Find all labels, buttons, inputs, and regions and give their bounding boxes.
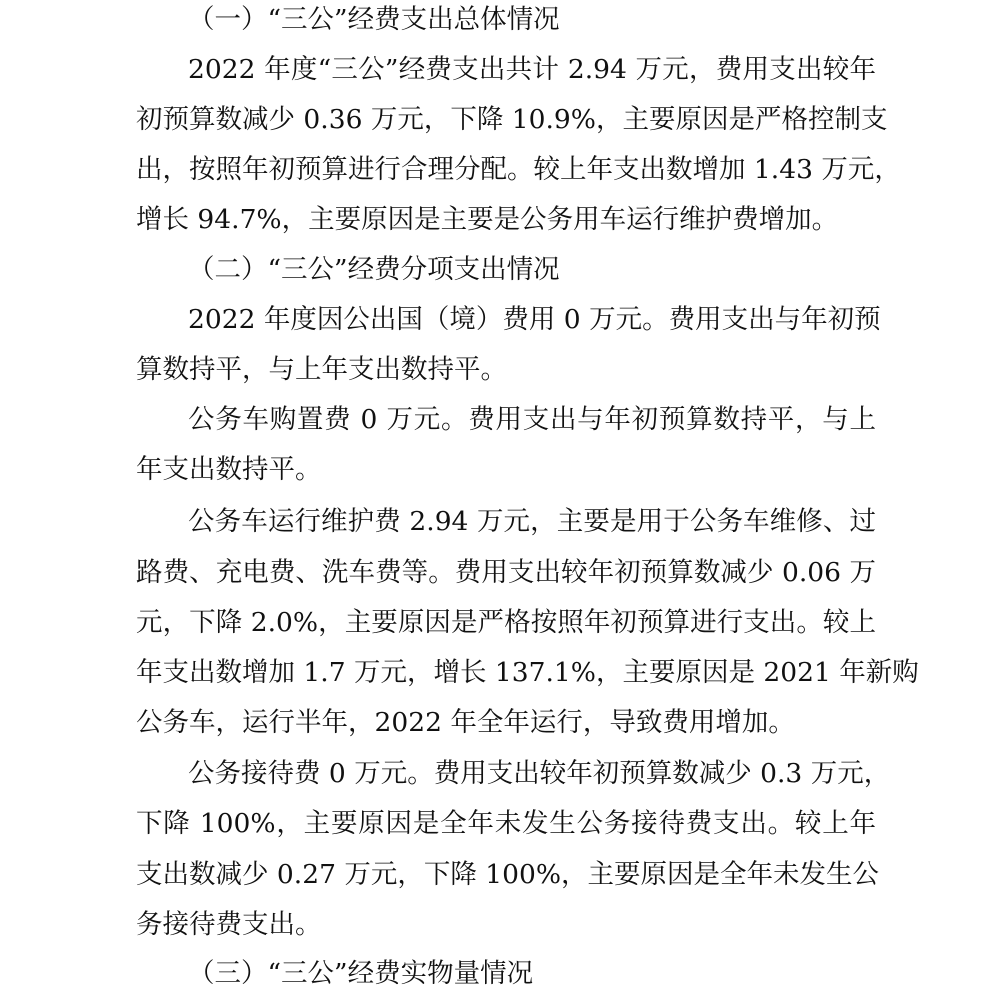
paragraph-line: 下降 100%，主要原因是全年未发生公务接待费支出。较上年: [136, 808, 876, 839]
section-heading: （二）“三公”经费分项支出情况: [188, 254, 560, 285]
paragraph-line: 公务接待费 0 万元。费用支出较年初预算数减少 0.3 万元，: [188, 758, 891, 789]
paragraph-line: 年支出数增加 1.7 万元，增长 137.1%，主要原因是 2021 年新购: [136, 657, 919, 688]
paragraph-line: 务接待费支出。: [136, 909, 322, 940]
paragraph-line: 增长 94.7%，主要原因是主要是公务用车运行维护费增加。: [136, 204, 839, 235]
paragraph-line: 初预算数减少 0.36 万元，下降 10.9%，主要原因是严格控制支: [136, 104, 888, 135]
paragraph-line: 年支出数持平。: [136, 454, 322, 485]
paragraph-line: 公务车购置费 0 万元。费用支出与年初预算数持平，与上: [188, 404, 876, 435]
paragraph-line: 路费、充电费、洗车费等。费用支出较年初预算数减少 0.06 万: [136, 557, 876, 588]
paragraph-line: 公务车，运行半年，2022 年全年运行，导致费用增加。: [136, 707, 795, 738]
paragraph-line: 2022 年度因公出国（境）费用 0 万元。费用支出与年初预: [188, 304, 881, 335]
paragraph-line: 元，下降 2.0%，主要原因是严格按照年初预算进行支出。较上: [136, 607, 876, 638]
paragraph-line: 公务车运行维护费 2.94 万元，主要是用于公务车维修、过: [188, 506, 876, 537]
paragraph-line: 算数持平，与上年支出数持平。: [136, 354, 507, 385]
section-heading: （三）“三公”经费实物量情况: [188, 958, 534, 989]
paragraph-line: 出，按照年初预算进行合理分配。较上年支出数增加 1.43 万元，: [136, 154, 901, 185]
section-heading: （一）“三公”经费支出总体情况: [188, 4, 560, 35]
paragraph-line: 支出数减少 0.27 万元，下降 100%，主要原因是全年未发生公: [136, 859, 880, 890]
paragraph-line: 2022 年度“三公”经费支出共计 2.94 万元，费用支出较年: [188, 54, 876, 85]
